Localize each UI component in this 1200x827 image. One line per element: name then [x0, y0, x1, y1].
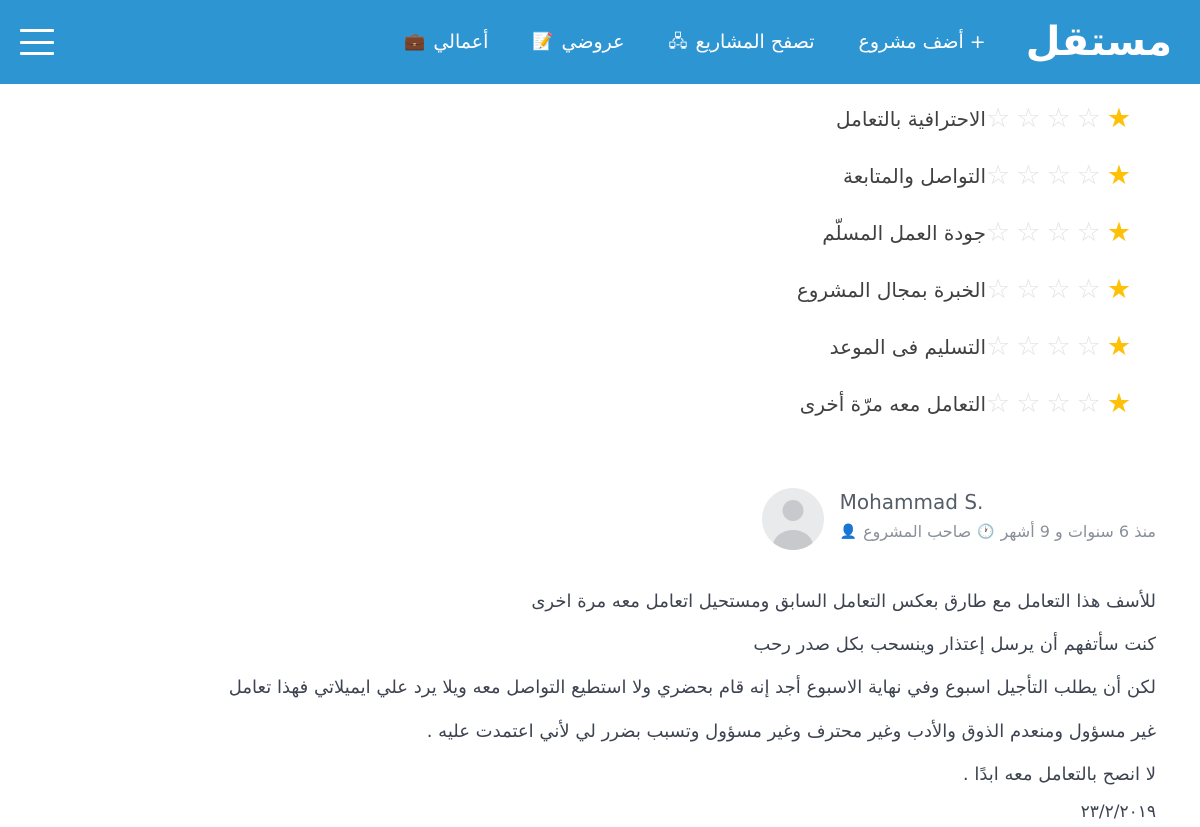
rating-row: [40, 204, 1156, 261]
reviewer-block: [40, 488, 1156, 550]
reviewer-info: [840, 488, 1156, 541]
site-logo[interactable]: مستقل: [1025, 19, 1172, 65]
time-ago-label: منذ 6 سنوات و 9 أشهر: [1000, 522, 1156, 541]
review-page-content: [0, 84, 1200, 822]
star-empty-icon: ☆: [1076, 160, 1101, 191]
user-icon: 👤: [839, 523, 858, 540]
rating-row: [40, 375, 1156, 432]
star-empty-icon: ☆: [986, 217, 1011, 248]
review-paragraph: للأسف هذا التعامل مع طارق بعكس التعامل السابق ومستحيل اتعامل معه مرة اخرى: [531, 591, 1156, 612]
star-filled-icon: ★: [1106, 103, 1132, 134]
star-empty-icon: ☆: [1076, 274, 1101, 305]
star-empty-icon: ☆: [986, 160, 1011, 191]
star-empty-icon: ☆: [1016, 388, 1041, 419]
star-empty-icon: ☆: [1076, 217, 1101, 248]
rating-label: التعامل معه مرّة أخرى: [799, 391, 986, 416]
rating-row: [40, 147, 1156, 204]
rating-label: الخبرة بمجال المشروع: [796, 277, 986, 302]
star-empty-icon: ☆: [1076, 331, 1101, 362]
star-empty-icon: ☆: [1076, 103, 1101, 134]
star-rating: [986, 162, 1156, 189]
hamburger-icon[interactable]: [20, 29, 54, 55]
star-empty-icon: ☆: [1046, 103, 1071, 134]
review-date: ٢٣/٢/٢٠١٩: [1080, 801, 1156, 822]
review-paragraph: لكن أن يطلب التأجيل اسبوع وفي نهاية الاسبوع أجد إنه قام بحضري ولا استطيع التواصل معه ويلا يرد علي ايميلاتي فهذا تعامل: [228, 677, 1156, 699]
site-header: [0, 0, 1200, 84]
nav-item-add-project[interactable]: [837, 31, 1008, 53]
star-filled-icon: ★: [1106, 160, 1132, 191]
star-empty-icon: ☆: [1016, 217, 1041, 248]
star-empty-icon: ☆: [986, 331, 1011, 362]
nav-label-my-works: أعمالي: [433, 31, 489, 53]
star-filled-icon: ★: [1106, 217, 1132, 248]
star-empty-icon: ☆: [986, 274, 1011, 305]
star-empty-icon: ☆: [1046, 274, 1071, 305]
review-paragraph: غير مسؤول ومنعدم الذوق والأدب وغير محترف وغير مسؤول وتسبب بضرر لي لأني اعتمدت عليه .: [426, 720, 1156, 742]
star-rating: [986, 219, 1156, 246]
rating-label: الاحترافية بالتعامل: [835, 106, 986, 131]
star-empty-icon: ☆: [1016, 331, 1041, 362]
rating-row: [40, 261, 1156, 318]
star-rating: [986, 276, 1156, 303]
nav-item-browse-projects[interactable]: [646, 31, 836, 53]
clock-icon: 🕐: [977, 523, 995, 540]
rating-label: التسليم فى الموعد: [829, 334, 986, 359]
star-empty-icon: ☆: [1016, 274, 1041, 305]
star-empty-icon: ☆: [1016, 160, 1041, 191]
star-empty-icon: ☆: [986, 388, 1011, 419]
briefcase-icon: 💼: [404, 31, 426, 52]
review-paragraph: لا انصح بالتعامل معه ابدًا .: [962, 763, 1156, 785]
star-filled-icon: ★: [1106, 274, 1132, 305]
reviewer-subtitle: [840, 522, 1156, 541]
avatar: [762, 488, 824, 550]
rating-label: جودة العمل المسلّم: [822, 220, 986, 245]
star-empty-icon: ☆: [1046, 331, 1071, 362]
main-navigation: [382, 31, 1008, 53]
nav-label-add-project: + أضف مشروع: [858, 31, 986, 53]
reviewer-name: Mohammad S.: [839, 490, 984, 514]
rating-row: [40, 90, 1156, 147]
rating-row: [40, 318, 1156, 375]
nav-label-browse-projects: تصفح المشاريع: [695, 31, 815, 53]
star-rating: [986, 390, 1156, 417]
review-text: [40, 580, 1156, 796]
star-filled-icon: ★: [1106, 331, 1132, 362]
star-empty-icon: ☆: [1046, 217, 1071, 248]
document-edit-icon: 📝: [532, 31, 554, 52]
nav-label-my-offers: عروضي: [561, 31, 625, 53]
star-empty-icon: ☆: [1046, 388, 1071, 419]
rating-label: التواصل والمتابعة: [843, 163, 986, 188]
rating-criteria-list: [40, 84, 1156, 432]
review-paragraph: كنت سأتفهم أن يرسل إعتذار وينسحب بكل صدر رحب: [753, 634, 1156, 656]
star-empty-icon: ☆: [1076, 388, 1101, 419]
nav-item-my-offers[interactable]: [510, 31, 646, 53]
star-empty-icon: ☆: [986, 103, 1011, 134]
nav-item-my-works[interactable]: [382, 31, 510, 53]
star-empty-icon: ☆: [1046, 160, 1071, 191]
network-icon: 🖧: [668, 31, 688, 52]
reviewer-role-label: صاحب المشروع: [863, 522, 972, 541]
star-empty-icon: ☆: [1016, 103, 1041, 134]
star-rating: [986, 333, 1156, 360]
star-rating: [986, 105, 1156, 132]
star-filled-icon: ★: [1106, 388, 1132, 419]
